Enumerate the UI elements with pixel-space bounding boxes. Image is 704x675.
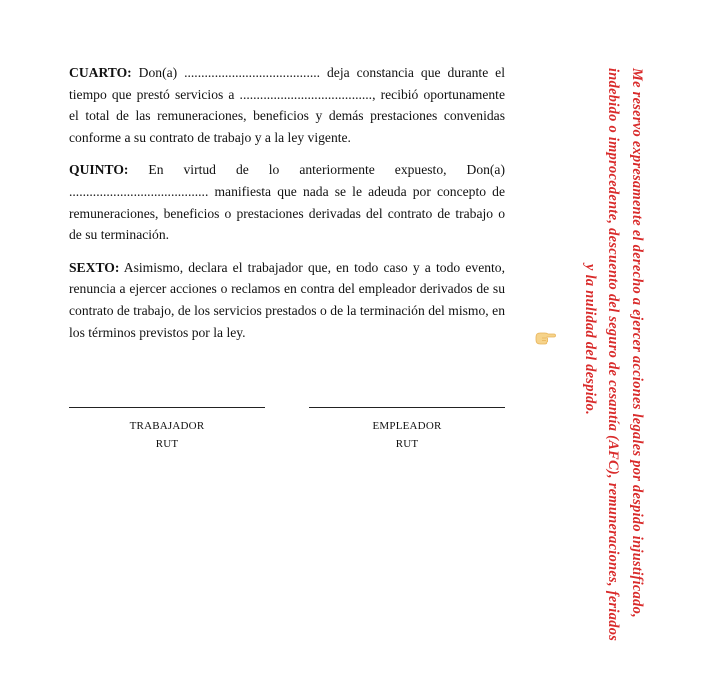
margin-note-line: y la nulidad del despido. (582, 264, 598, 416)
signature-line (309, 407, 505, 408)
signature-block-employer (309, 407, 505, 453)
margin-note-line: Me reservo expresamente el derecho a ejercer acciones legales por despido injustificado, (629, 68, 645, 618)
signature-block-worker (69, 407, 265, 453)
document-body (69, 62, 505, 354)
pointing-hand-icon (534, 329, 556, 347)
margin-note-line: indebido o improcedente, descuento del seguro de cesantía (AFC), remuneraciones, feriados (605, 68, 622, 642)
clause-text: En virtud de lo anteriormente expuesto, Don(a) ......................................... manifiesta que nada se le adeuda por concepto de remuneraciones, beneficios o prestaciones derivadas del contrato de trabajo o de su terminación. (69, 162, 505, 243)
signature-role: EMPLEADOR (372, 420, 442, 432)
margin-note-reservation (578, 68, 649, 642)
clause-label: CUARTO: (69, 65, 132, 80)
signature-line (69, 407, 265, 408)
signature-role: TRABAJADOR (129, 420, 205, 432)
clause-quinto (69, 159, 505, 245)
clause-label: SEXTO: (69, 259, 120, 275)
clause-cuarto (69, 62, 505, 148)
clause-label: QUINTO: (69, 162, 129, 178)
clause-sexto (69, 257, 505, 343)
signature-rut: RUT (395, 438, 419, 450)
clause-text: Don(a) ........................................ deja constancia que durante el tiempo que prestó servicios a ......................................., recibió oportunamente el total de las remuneraciones, beneficios y demás prestaciones convenidas conforme a su contrato de trabajo y a la ley vigente. (69, 65, 505, 145)
signature-rut: RUT (155, 438, 179, 450)
clause-text: Asimismo, declara el trabajador que, en todo caso y a todo evento, renuncia a ejercer acciones o reclamos en contra del empleador derivados de su contrato de trabajo, de los servicios prestados o de la terminación del mismo, en los términos previstos por la ley. (69, 259, 505, 340)
